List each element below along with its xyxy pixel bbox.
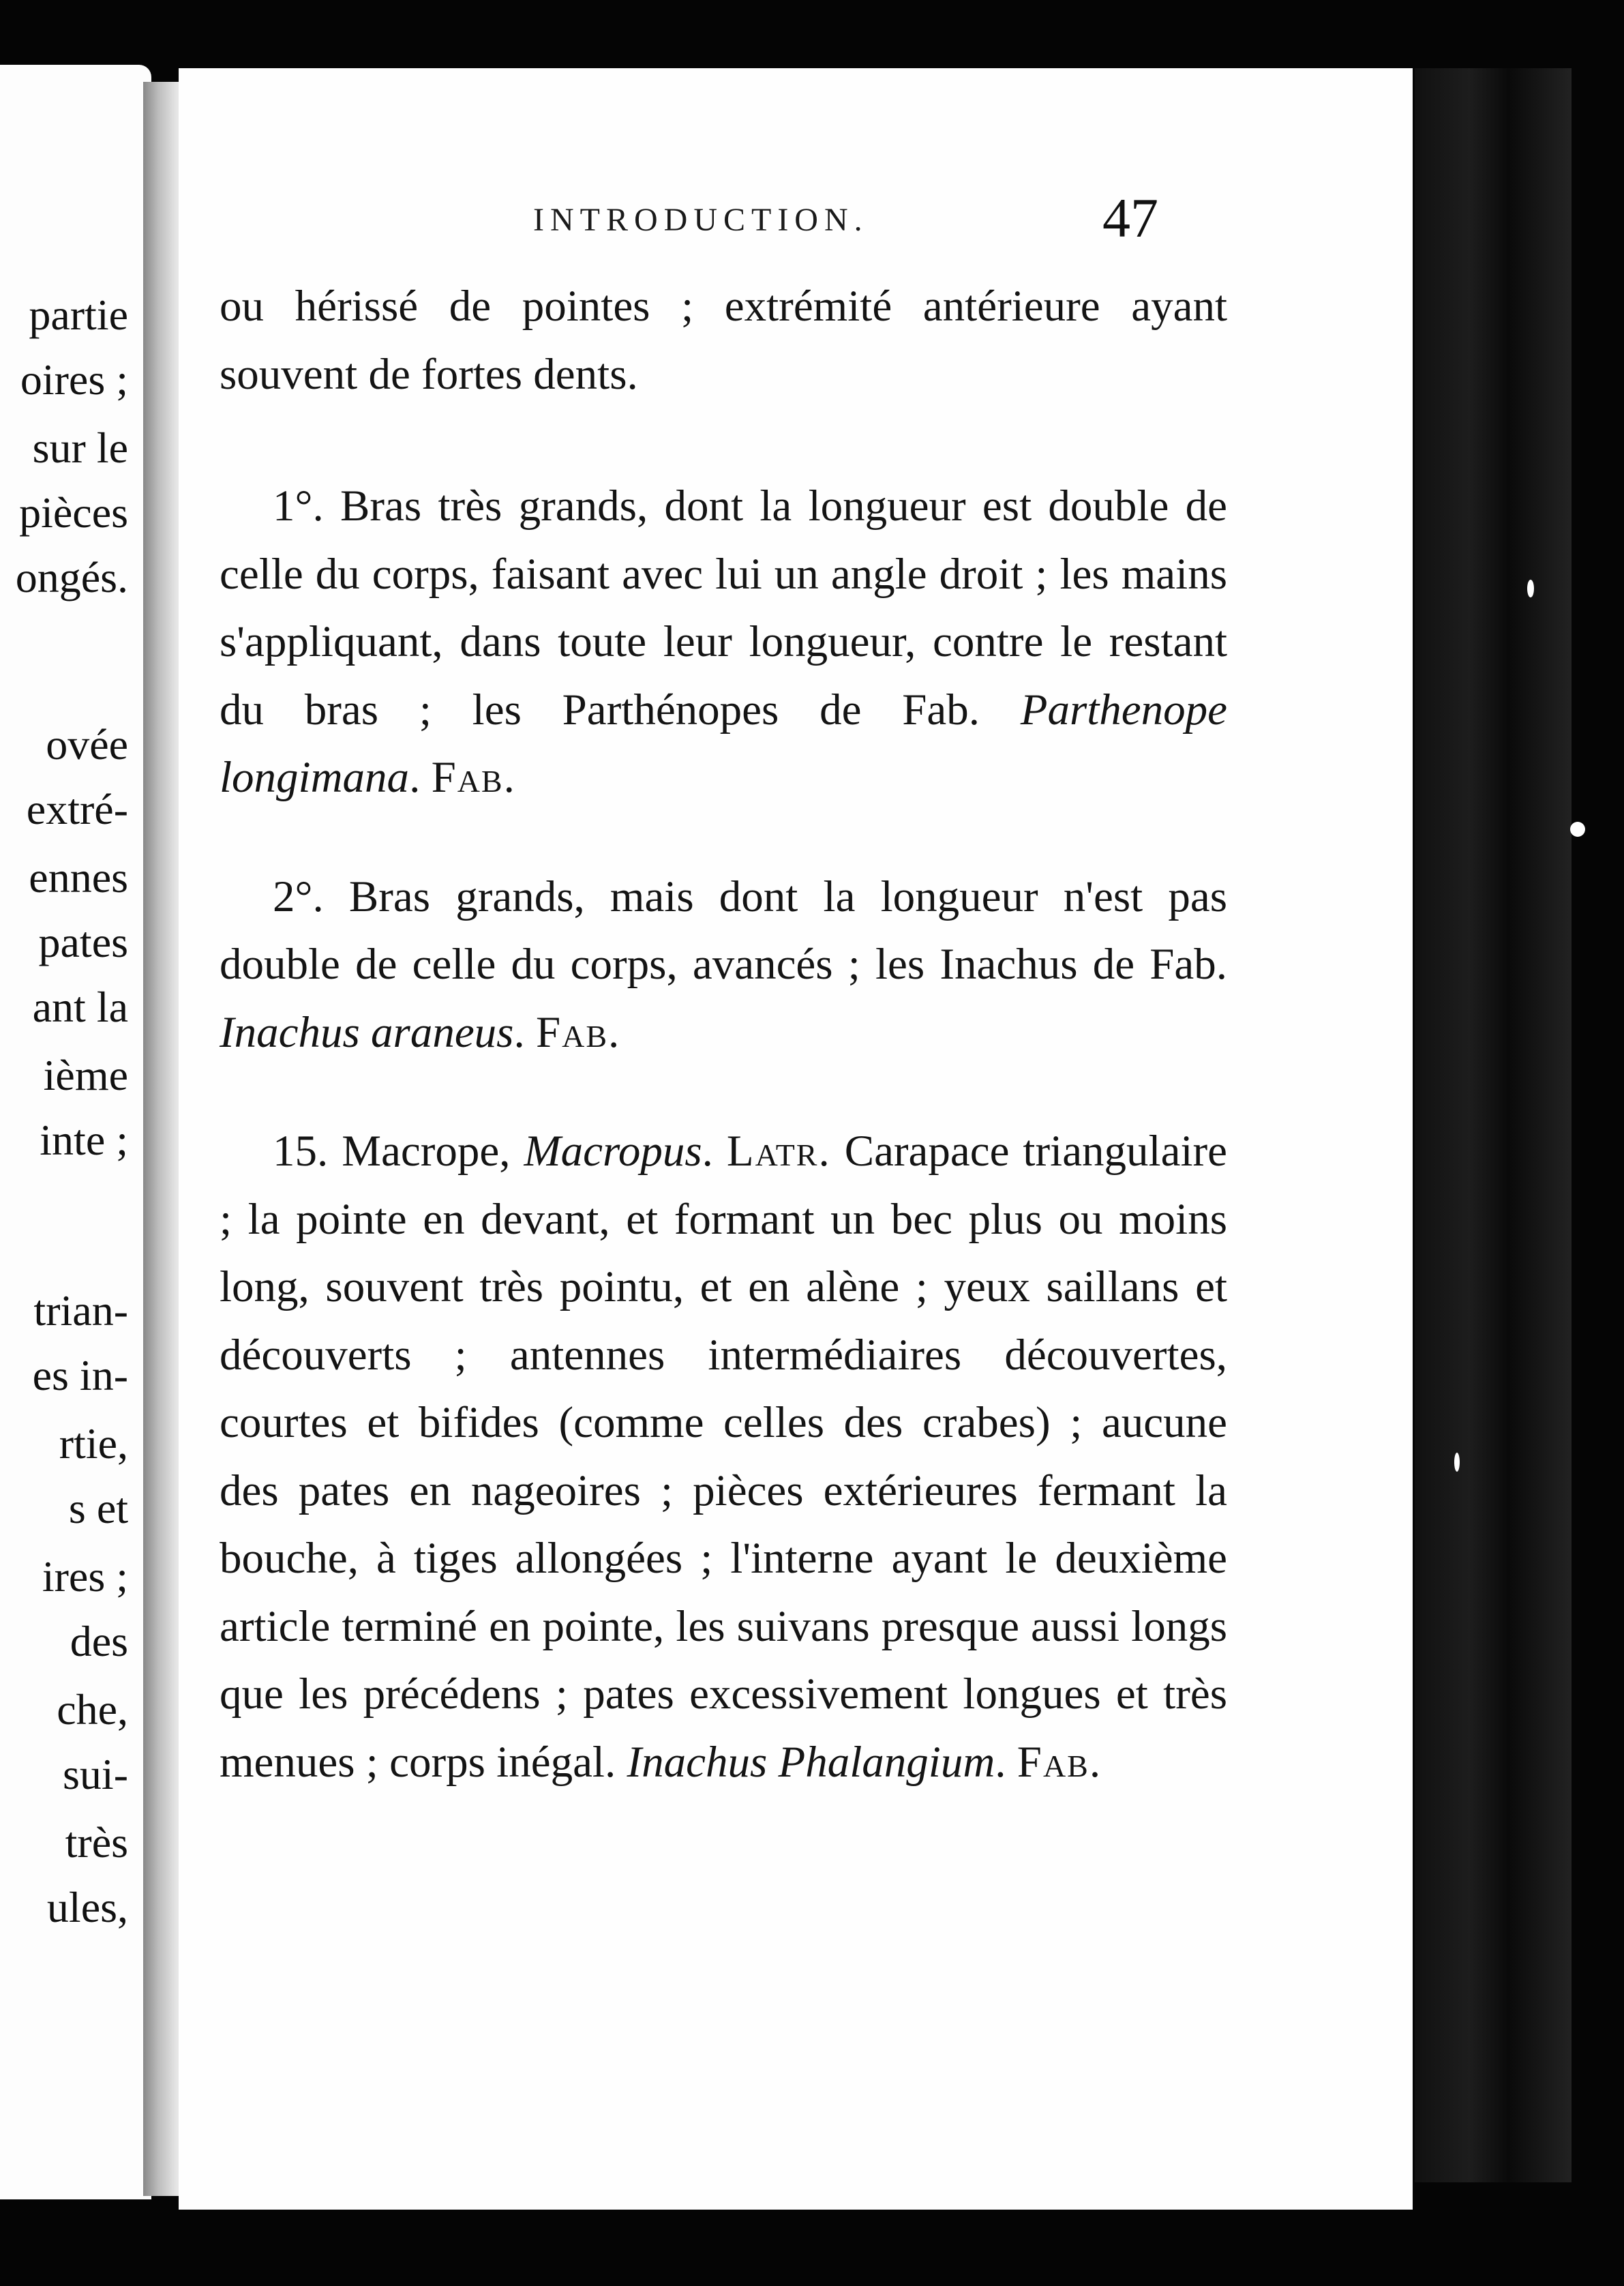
paragraph-text: Bras très grands, dont la longueur est double de celle du corps, faisant avec lui un angle droit ; les mains s'appliquant, dans toute leur longueur, contre le restant du bras ; les Parthénopes de Fab. (220, 481, 1227, 734)
facing-line: extré- (26, 785, 128, 833)
paragraph-item-2 (220, 863, 1227, 1067)
facing-line: très (65, 1818, 128, 1867)
paragraph-text: ou hérissé de pointes ; extrémité antérieure ayant souvent de fortes dents. (220, 282, 1227, 399)
book-page (179, 68, 1413, 2210)
item-number: 1°. (273, 481, 324, 531)
facing-line: pates (38, 918, 128, 966)
running-head: INTRODUCTION. (533, 202, 869, 238)
separator: . (995, 1737, 1017, 1787)
scan-speck (1527, 580, 1534, 597)
facing-line: ongés. (15, 553, 128, 602)
scan-speck (1454, 1453, 1460, 1472)
author-abbrev: Fab. (431, 753, 516, 802)
page-number: 47 (1102, 187, 1158, 249)
book-fore-edge (1415, 68, 1572, 2182)
genus-number: 15. (273, 1127, 329, 1176)
facing-line: pièces (19, 488, 128, 537)
separator: . (513, 1007, 536, 1057)
facing-line: partie (29, 291, 128, 339)
genus-name: Macrope, (328, 1127, 524, 1176)
paragraph-item-1 (220, 473, 1227, 812)
genus-latin-name: Macropus (524, 1127, 702, 1176)
facing-line: trian- (33, 1286, 128, 1335)
facing-line: des (70, 1617, 128, 1665)
facing-line: sur le (32, 424, 128, 472)
facing-line: che, (57, 1685, 128, 1734)
facing-line: ires ; (42, 1552, 128, 1601)
item-number: 2°. (273, 872, 324, 921)
separator: . (409, 753, 432, 802)
facing-line: sui- (63, 1750, 128, 1798)
facing-line: inte ; (40, 1116, 128, 1164)
species-name: Inachus Phalangium (627, 1737, 995, 1787)
paragraph-genus-15 (220, 1118, 1227, 1796)
facing-line: rtie, (59, 1419, 128, 1468)
facing-line: es in- (32, 1351, 128, 1399)
facing-line: s et (68, 1484, 128, 1532)
author-abbrev: Fab. (1017, 1737, 1102, 1787)
facing-line: ant la (32, 983, 128, 1031)
facing-line: oires ; (20, 355, 128, 404)
separator: . (702, 1127, 727, 1176)
facing-line: ules, (46, 1883, 128, 1931)
author-abbrev: Latr. (726, 1127, 831, 1176)
species-name: Inachus araneus (220, 1007, 514, 1057)
facing-line: ennes (29, 853, 128, 902)
paragraph-text: Bras grands, mais dont la longueur n'est pas double de celle du corps, avancés ; les Inachus de Fab. (220, 872, 1227, 989)
facing-line: ovée (46, 720, 128, 769)
scan-speck (1570, 822, 1585, 837)
facing-page-left (0, 65, 151, 2199)
author-abbrev: Fab. (535, 1007, 621, 1057)
paragraph-continuation (220, 273, 1227, 409)
facing-line: ième (43, 1051, 128, 1099)
species-name: Parthenope longimana (220, 685, 1227, 802)
page-body (220, 273, 1227, 1796)
paragraph-text: Carapace triangulaire ; la pointe en devant, et formant un bec plus ou moins long, souvent très pointu, et en alène ; yeux saillans et découverts ; antennes intermédiaires découvertes, courtes et bifides (comme celles des crabes) ; aucune des pates en nageoires ; pièces extérieures fermant la bouche, à tiges allongées ; l'interne ayant le deuxième article terminé en pointe, les suivans presque aussi longs que les précédens ; pates excessivement longues et très menues ; corps inégal. (220, 1127, 1228, 1787)
